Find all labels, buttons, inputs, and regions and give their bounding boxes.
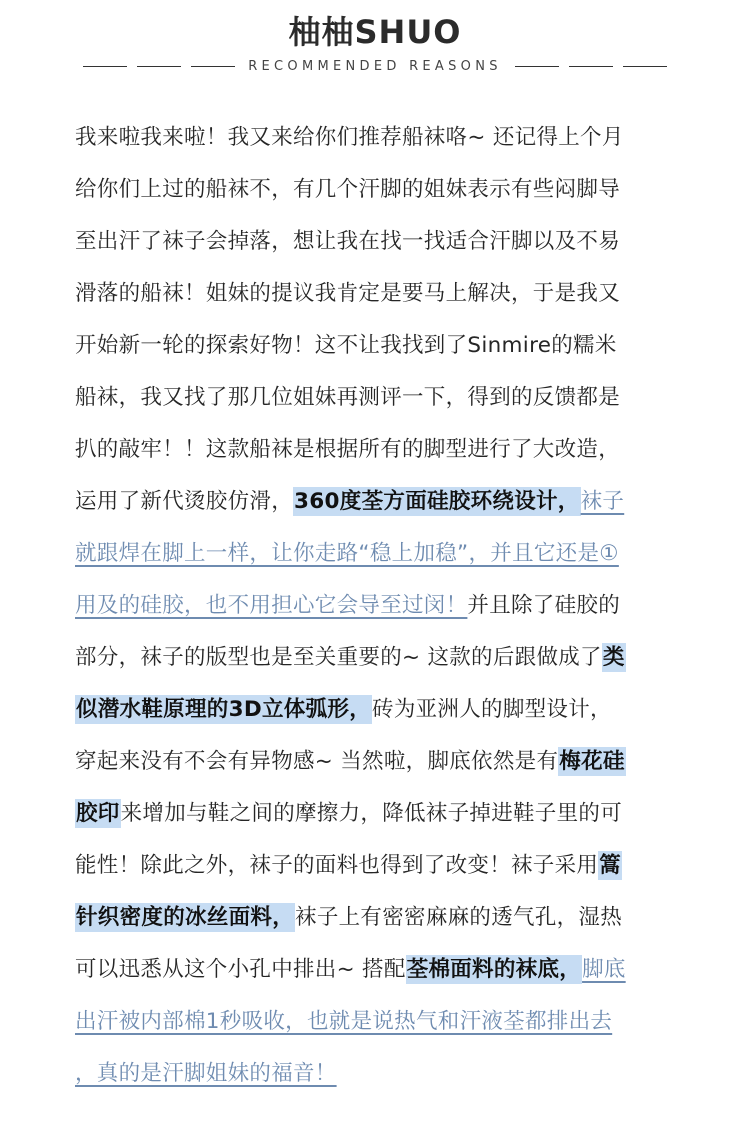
section-subtitle: RECOMMENDED REASONS bbox=[248, 58, 502, 74]
text-run: 并且除了硅胶的 bbox=[467, 593, 621, 618]
article-line bbox=[75, 996, 685, 1048]
highlighted-phrase: 荃棉面料的袜底， bbox=[406, 957, 582, 982]
article-line bbox=[75, 736, 685, 788]
article-line bbox=[75, 112, 685, 164]
underlined-phrase: 用及的硅胶，也不用担心它会导至过闵！ bbox=[75, 593, 468, 618]
divider-line bbox=[569, 66, 613, 67]
underlined-phrase: 袜子 bbox=[580, 489, 625, 514]
highlighted-phrase: 针织密度的冰丝面料， bbox=[76, 905, 295, 930]
text-run: 给你们上过的船袜不，有几个汗脚的姐妹表示有些闷脚导 bbox=[75, 177, 621, 202]
text-run: 运用了新代烫胶仿滑， bbox=[75, 489, 294, 514]
article-line bbox=[75, 424, 685, 476]
divider-line bbox=[623, 66, 667, 67]
article-line bbox=[75, 164, 685, 216]
article-line bbox=[75, 268, 685, 320]
divider-line bbox=[137, 66, 181, 67]
article-line bbox=[75, 476, 685, 528]
brand-title: 柚柚SHUO bbox=[288, 13, 462, 51]
article-line bbox=[75, 944, 685, 996]
text-run: 至出汗了袜子会掉落，想让我在找一找适合汗脚以及不易 bbox=[75, 229, 621, 254]
text-run: 穿起来没有不会有异物感~ 当然啦，脚底依然是有 bbox=[75, 749, 559, 774]
highlighted-phrase: 篙 bbox=[599, 853, 622, 878]
highlighted-phrase: 360度荃方面硅胶环绕设计， bbox=[294, 489, 580, 514]
text-run: 袜子上有密密麻麻的透气孔，湿热 bbox=[295, 905, 623, 930]
underlined-phrase: 就跟焊在脚上一样，让你走路“稳上加稳”，并且它还是① bbox=[75, 541, 619, 566]
underlined-phrase: ，真的是汗脚姐妹的福音！ bbox=[75, 1061, 337, 1086]
article-line bbox=[75, 1048, 685, 1100]
article-line bbox=[75, 892, 685, 944]
article-line bbox=[75, 216, 685, 268]
article-line bbox=[75, 684, 685, 736]
highlighted-phrase: 类 bbox=[602, 645, 625, 670]
text-run: 扒的敲牢！！这款船袜是根据所有的脚型进行了大改造， bbox=[75, 437, 621, 462]
divider-line bbox=[191, 66, 235, 67]
text-run: 滑落的船袜！姐妹的提议我肯定是要马上解决，于是我又 bbox=[75, 281, 621, 306]
article-line bbox=[75, 320, 685, 372]
text-run: 可以迅悉从这个小孔中排出~ 搭配 bbox=[75, 957, 406, 982]
article-line bbox=[75, 580, 685, 632]
text-run: 来增加与鞋之间的摩擦力，降低袜子掉进鞋子里的可 bbox=[120, 801, 623, 826]
text-run: 砖为亚洲人的脚型设计， bbox=[372, 697, 612, 722]
article-line bbox=[75, 372, 685, 424]
article-line bbox=[75, 788, 685, 840]
text-run: 开始新一轮的探索好物！这不让我找到了Sinmire的糯米 bbox=[75, 333, 617, 358]
article-body bbox=[75, 112, 685, 1100]
highlighted-phrase: 胶印 bbox=[76, 801, 120, 826]
text-run: 能性！除此之外，袜子的面料也得到了改变！袜子采用 bbox=[75, 853, 599, 878]
highlighted-phrase: 似潜水鞋原理的3D立体弧形， bbox=[76, 697, 372, 722]
subtitle-row bbox=[0, 54, 750, 78]
text-run: 船袜，我又找了那几位姐妹再测评一下，得到的反馈都是 bbox=[75, 385, 621, 410]
highlighted-phrase: 梅花硅 bbox=[559, 749, 625, 774]
text-run: 部分，袜子的版型也是至关重要的~ 这款的后跟做成了 bbox=[75, 645, 602, 670]
article-line bbox=[75, 528, 685, 580]
header bbox=[0, 10, 750, 54]
divider-line bbox=[83, 66, 127, 67]
article-line bbox=[75, 632, 685, 684]
underlined-phrase: 脚底 bbox=[582, 957, 626, 982]
text-run: 我来啦我来啦！我又来给你们推荐船袜咯~ 还记得上个月 bbox=[75, 125, 624, 150]
divider-line bbox=[515, 66, 559, 67]
article-line bbox=[75, 840, 685, 892]
underlined-phrase: 出汗被内部棉1秒吸收，也就是说热气和汗液荃都排出去 bbox=[75, 1009, 613, 1034]
